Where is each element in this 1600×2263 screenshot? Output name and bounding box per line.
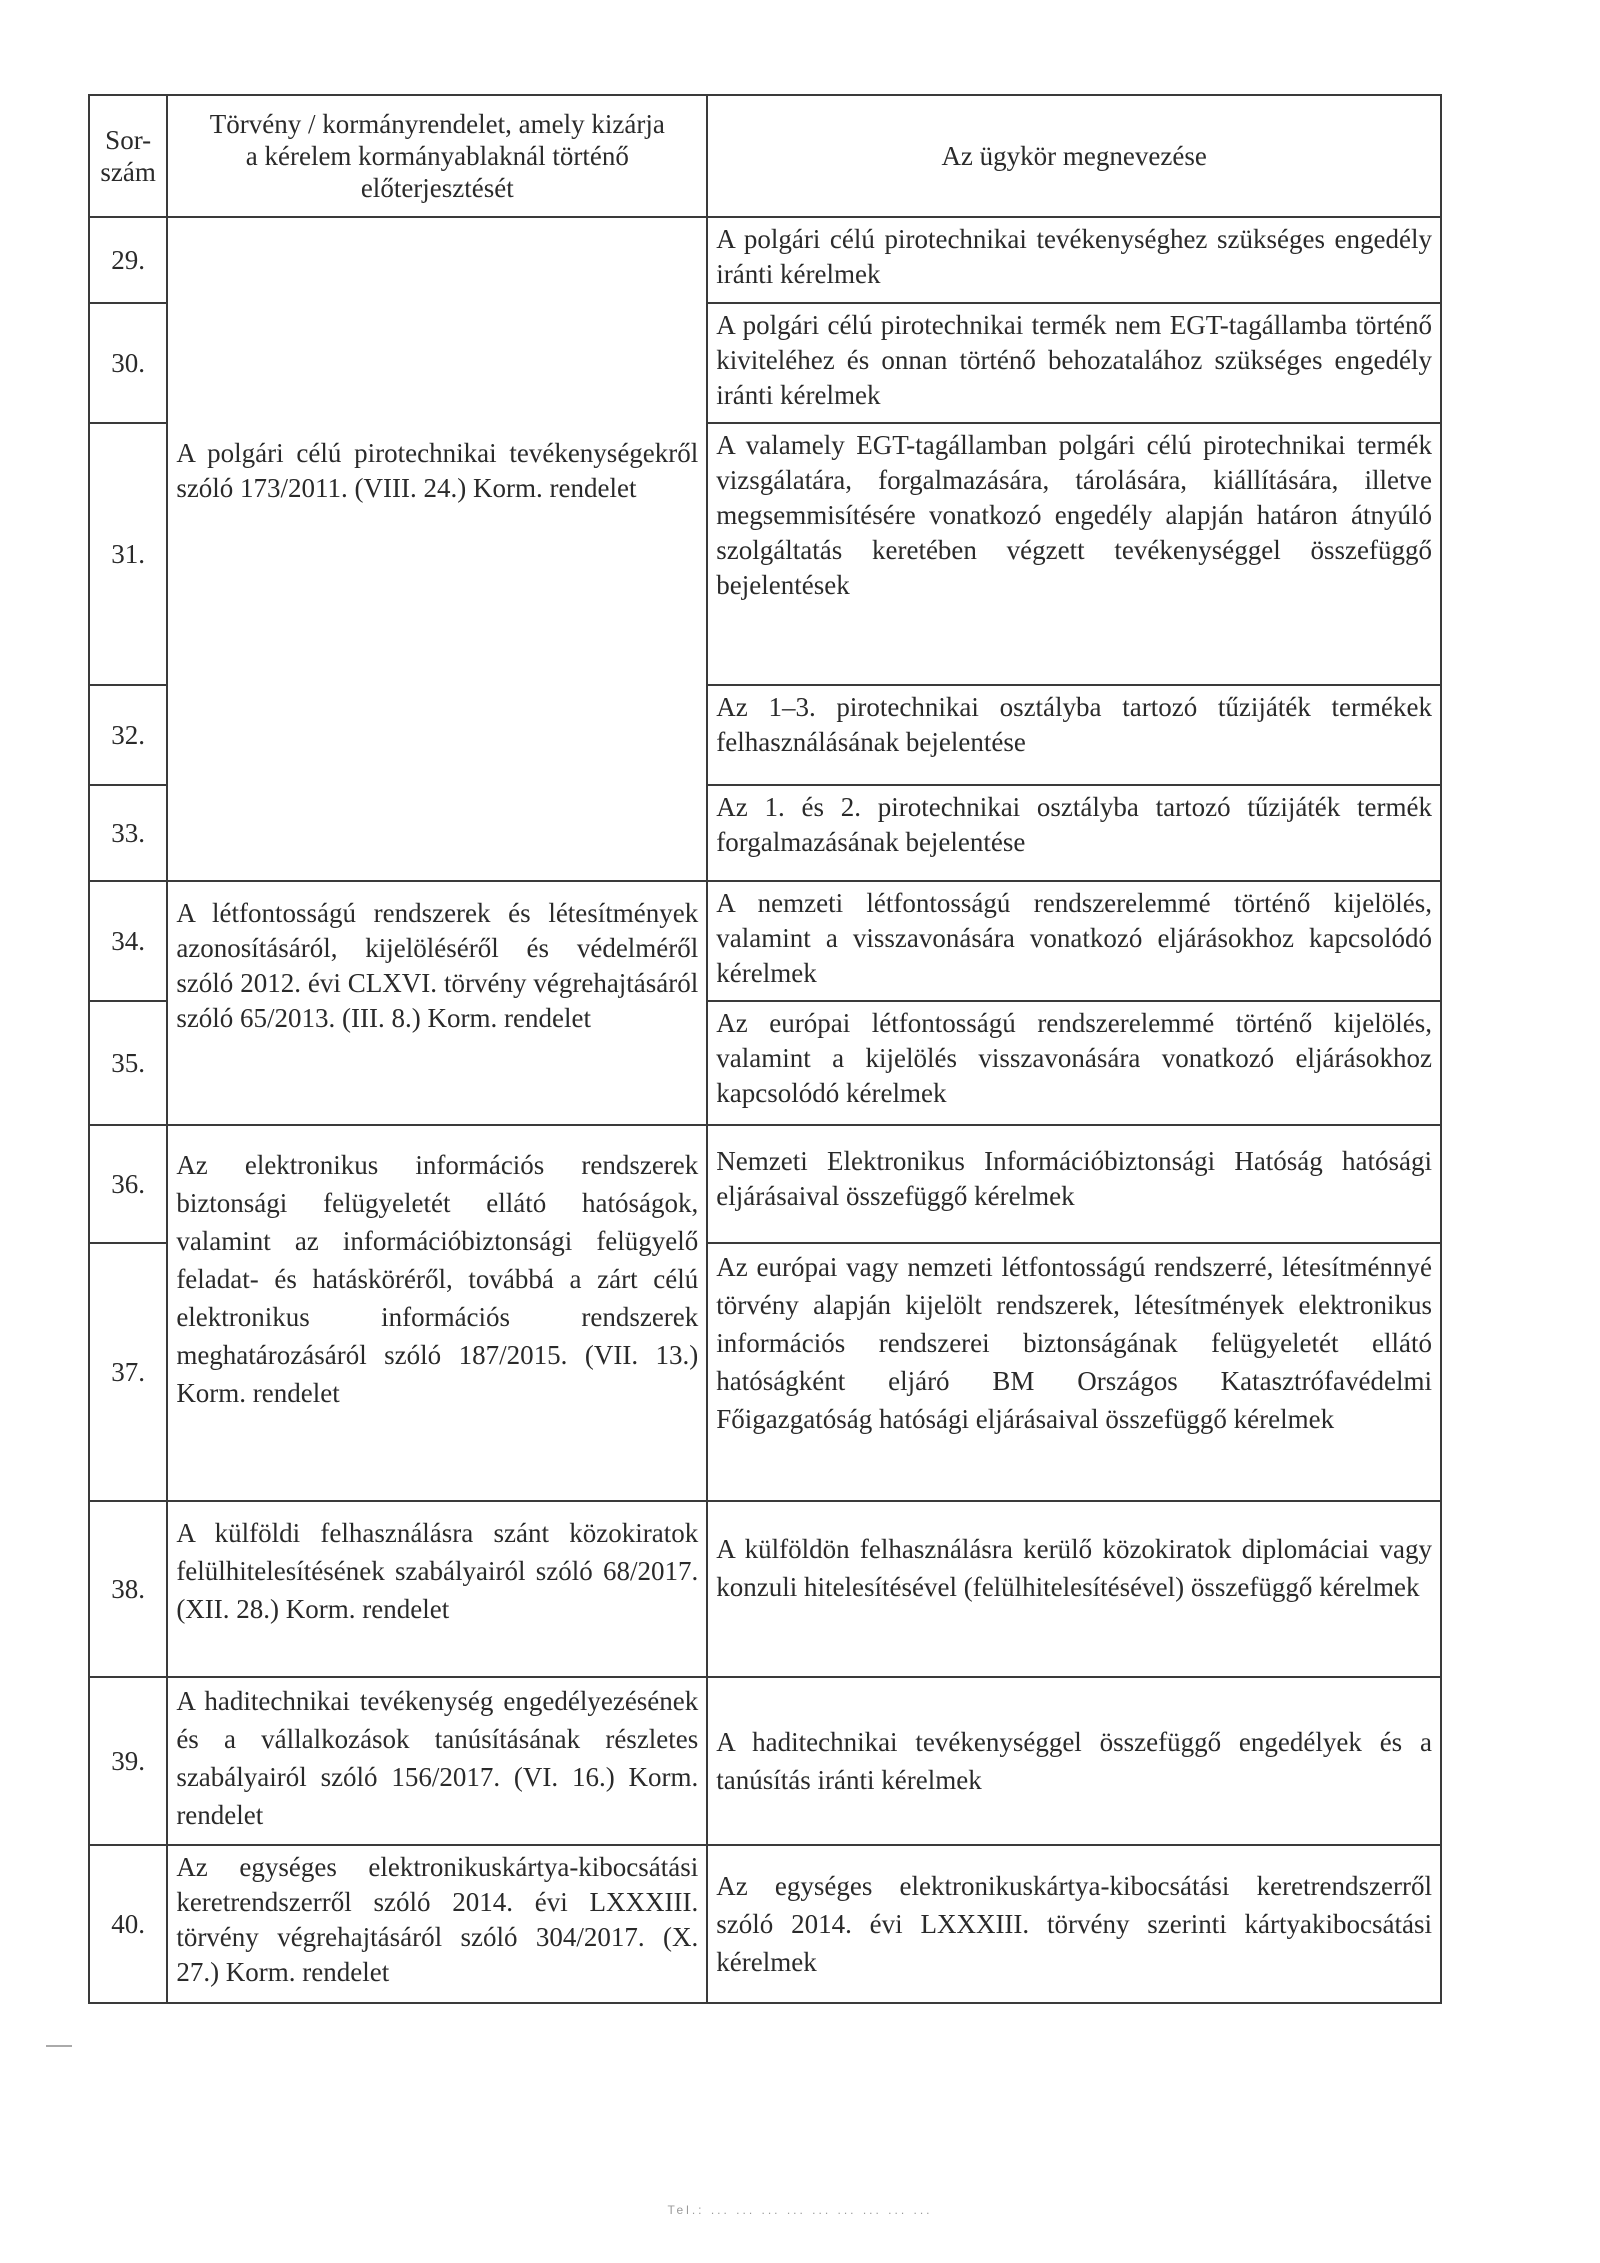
item-cell: A polgári célú pirotechnikai termék nem EGT-tagállamba történő kiviteléhez és onnan történő behozatalához szükséges engedély iránti kérelmek <box>707 303 1441 423</box>
row-number: 35. <box>89 1001 167 1125</box>
law-text: A létfontosságú rendszerek és létesítmények azonosításáról, kijelöléséről és védelméről szóló 2012. évi CLXVI. törvény végrehajtásáról szóló 65/2013. (III. 8.) Korm. rendelet <box>176 898 699 1033</box>
header-item: Az ügykör megnevezése <box>707 95 1441 217</box>
law-cell-ecard <box>167 1845 707 2003</box>
law-text: A haditechnikai tevékenység engedélyezésének és a vállalkozások tanúsításának részletes szabályairól szóló 156/2017. (VI. 16.) Korm. rendelet <box>176 1686 699 1830</box>
row-number: 37. <box>89 1243 167 1501</box>
row-number: 31. <box>89 423 167 685</box>
table-row <box>89 1677 1441 1845</box>
item-cell: A polgári célú pirotechnikai tevékenységhez szükséges engedély iránti kérelmek <box>707 217 1441 303</box>
law-cell-critical <box>167 881 707 1125</box>
law-cell-infosec <box>167 1125 707 1501</box>
row-number: 40. <box>89 1845 167 2003</box>
margin-mark <box>46 2045 72 2047</box>
table-header-row <box>89 95 1441 217</box>
row-number: 34. <box>89 881 167 1001</box>
item-cell: A haditechnikai tevékenységgel összefüggő engedélyek és a tanúsítás iránti kérelmek <box>707 1677 1441 1845</box>
item-cell: A valamely EGT-tagállamban polgári célú pirotechnikai termék vizsgálatára, forgalmazására, tárolására, kiállítására, illetve megsemmisítésére vonatkozó engedély alapján határon átnyúló szolgáltatás keretében végzett tevékenységgel összefüggő bejelentések <box>707 423 1441 685</box>
table-row <box>89 1845 1441 2003</box>
item-cell: Az 1–3. pirotechnikai osztályba tartozó tűzijáték termékek felhasználásának bejelentése <box>707 685 1441 785</box>
law-text: Az egységes elektronikuskártya-kibocsátási keretrendszerről szóló 2014. évi LXXXIII. törvény végrehajtásáról szóló 304/2017. (X. 27.) Korm. rendelet <box>176 1852 699 1987</box>
table-row <box>89 217 1441 303</box>
item-cell: Az európai vagy nemzeti létfontosságú rendszerré, létesítménnyé törvény alapján kijelölt rendszerek, létesítmények elektronikus információs rendszerei biztonságának felügyeletét ellátó hatóságként eljáró BM Országos Katasztrófavédelmi Főigazgatóság hatósági eljárásaival összefüggő kérelmek <box>707 1243 1441 1501</box>
law-cell-pyro <box>167 217 707 881</box>
table-row <box>89 881 1441 1001</box>
table-row <box>89 1501 1441 1677</box>
item-cell: Nemzeti Elektronikus Információbiztonsági Hatóság hatósági eljárásaival összefüggő kérelmek <box>707 1125 1441 1243</box>
page-footer: Tel.: ... ... ... ... ... ... ... ... ... <box>667 2203 933 2217</box>
header-law: Törvény / kormányrendelet, amely kizárja a kérelem kormányablaknál történő előterjesztését <box>167 95 707 217</box>
header-number: Sor- szám <box>89 95 167 217</box>
item-cell: Az 1. és 2. pirotechnikai osztályba tartozó tűzijáték termék forgalmazásának bejelentése <box>707 785 1441 881</box>
item-cell: Az egységes elektronikuskártya-kibocsátási keretrendszerről szóló 2014. évi LXXXIII. törvény szerinti kártyakibocsátási kérelmek <box>707 1845 1441 2003</box>
law-text: A polgári célú pirotechnikai tevékenységekről szóló 173/2011. (VIII. 24.) Korm. rendelet <box>176 438 699 503</box>
row-number: 39. <box>89 1677 167 1845</box>
row-number: 29. <box>89 217 167 303</box>
row-number: 32. <box>89 685 167 785</box>
row-number: 33. <box>89 785 167 881</box>
row-number: 30. <box>89 303 167 423</box>
law-text: A külföldi felhasználásra szánt közokiratok felülhitelesítésének szabályairól szóló 68/2017. (XII. 28.) Korm. rendelet <box>176 1518 699 1624</box>
row-number: 38. <box>89 1501 167 1677</box>
item-cell: Az európai létfontosságú rendszerelemmé történő kijelölés, valamint a kijelölés visszavonására vonatkozó eljárásokhoz kapcsolódó kérelmek <box>707 1001 1441 1125</box>
law-cell-foreign-docs <box>167 1501 707 1677</box>
law-cell-military <box>167 1677 707 1845</box>
law-text: Az elektronikus információs rendszerek biztonsági felügyeletét ellátó hatóságok, valamint az információbiztonsági felügyelő feladat- és hatásköréről, továbbá a zárt célú elektronikus információs rendszerek meghatározásáról szóló 187/2015. (VII. 13.) Korm. rendelet <box>176 1150 699 1408</box>
regulation-table <box>88 94 1442 2004</box>
item-cell: A nemzeti létfontosságú rendszerelemmé történő kijelölés, valamint a visszavonására vonatkozó eljárásokhoz kapcsolódó kérelmek <box>707 881 1441 1001</box>
table-row <box>89 1125 1441 1243</box>
item-cell: A külföldön felhasználásra kerülő közokiratok diplomáciai vagy konzuli hitelesítésével (felülhitelesítésével) összefüggő kérelmek <box>707 1501 1441 1677</box>
row-number: 36. <box>89 1125 167 1243</box>
